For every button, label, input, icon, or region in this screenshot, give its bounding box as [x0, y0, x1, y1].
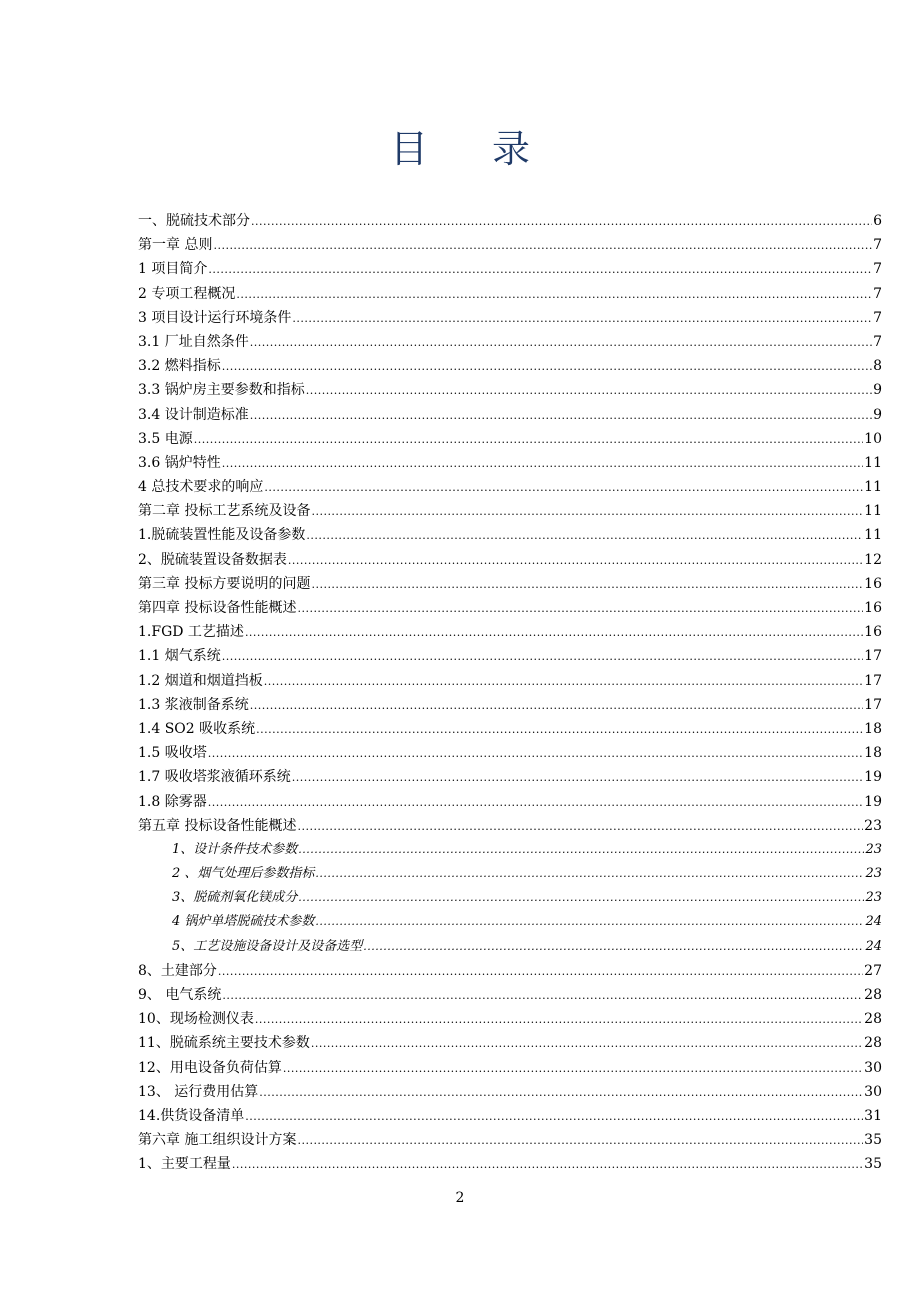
toc-entry-page: 17 [864, 672, 882, 689]
toc-entry-page: 11 [864, 503, 882, 520]
toc-entry[interactable] [138, 741, 882, 765]
toc-leader-dots [250, 694, 863, 718]
toc-entry-label: 3.3 锅炉房主要参数和指标 [138, 382, 305, 399]
toc-entry-label: 第六章 施工组织设计方案 [138, 1132, 297, 1149]
toc-entry[interactable] [138, 620, 882, 644]
toc-entry-label: 9、 电气系统 [138, 987, 222, 1003]
toc-entry-page: 11 [864, 479, 882, 496]
toc-entry[interactable] [138, 548, 882, 572]
toc-entry[interactable] [138, 1007, 882, 1031]
toc-leader-dots [213, 234, 872, 258]
toc-entry-page: 24 [865, 914, 882, 930]
table-of-contents [138, 209, 882, 1177]
toc-entry[interactable] [138, 596, 882, 620]
toc-leader-dots [218, 960, 863, 984]
toc-leader-dots [255, 1008, 863, 1032]
toc-entry-label: 第五章 投标设备性能概述 [138, 817, 297, 834]
toc-entry[interactable] [138, 886, 882, 910]
toc-leader-dots [245, 1105, 863, 1129]
toc-entry[interactable] [138, 233, 882, 257]
toc-leader-dots [208, 258, 872, 282]
toc-entry[interactable] [138, 765, 882, 789]
toc-entry-page: 23 [865, 841, 882, 857]
toc-entry[interactable] [138, 935, 882, 959]
toc-leader-dots [208, 791, 863, 815]
toc-entry[interactable] [138, 523, 882, 547]
toc-entry-label: 1.FGD 工艺描述 [138, 624, 244, 641]
toc-entry-page: 9 [873, 382, 882, 399]
toc-leader-dots [315, 910, 864, 934]
toc-entry[interactable] [138, 403, 882, 427]
toc-leader-dots [259, 1081, 863, 1105]
toc-entry-page: 24 [865, 938, 882, 954]
toc-entry-page: 28 [864, 987, 882, 1003]
toc-entry-label: 2、脱硫装置设备数据表 [138, 551, 287, 568]
toc-entry-label: 1.2 烟道和烟道挡板 [138, 672, 263, 689]
toc-leader-dots [292, 307, 872, 331]
toc-entry-page: 19 [864, 793, 882, 810]
toc-entry-label: 第二章 投标工艺系统及设备 [138, 503, 311, 520]
toc-entry-label: 2 、烟气处理后参数指标 [172, 866, 315, 882]
toc-leader-dots [298, 886, 864, 910]
toc-leader-dots [251, 210, 872, 234]
toc-leader-dots [297, 1129, 863, 1153]
toc-leader-dots [222, 355, 872, 379]
toc-entry-page: 7 [873, 309, 882, 326]
toc-entry-label: 1.1 烟气系统 [138, 648, 221, 665]
toc-entry-label: 1.4 SO2 吸收系统 [138, 720, 256, 737]
toc-entry-label: 12、用电设备负荷估算 [138, 1059, 282, 1076]
toc-leader-dots [232, 1153, 863, 1177]
toc-entry[interactable] [138, 257, 882, 281]
toc-entry[interactable] [138, 1056, 882, 1080]
toc-leader-dots [250, 331, 872, 355]
toc-entry-page: 11 [864, 454, 882, 471]
toc-entry[interactable] [138, 959, 882, 983]
toc-entry-label: 第四章 投标设备性能概述 [138, 600, 297, 616]
toc-entry-page: 7 [873, 333, 882, 350]
toc-entry-page: 9 [873, 406, 882, 423]
toc-entry[interactable] [138, 1104, 882, 1128]
toc-leader-dots [298, 838, 864, 862]
toc-entry-page: 23 [864, 817, 882, 834]
toc-entry-label: 1、主要工程量 [138, 1156, 231, 1173]
toc-entry-label: 10、现场检测仪表 [138, 1011, 254, 1028]
toc-leader-dots [256, 718, 863, 742]
toc-leader-dots [222, 645, 863, 669]
toc-entry-label: 3 项目设计运行环境条件 [138, 309, 292, 326]
toc-leader-dots [250, 404, 872, 428]
toc-entry-label: 3.2 燃料指标 [138, 358, 221, 375]
toc-entry[interactable] [138, 983, 882, 1007]
toc-entry-label: 4 锅炉单塔脱硫技术参数 [172, 914, 315, 930]
toc-leader-dots [297, 597, 863, 621]
toc-entry-page: 27 [864, 962, 882, 979]
toc-entry-page: 7 [873, 261, 882, 278]
toc-entry[interactable] [138, 910, 882, 934]
toc-entry-page: 17 [864, 696, 882, 713]
toc-leader-dots [288, 549, 863, 573]
toc-entry-label: 1 项目简介 [138, 261, 208, 278]
toc-entry-page: 28 [864, 1011, 882, 1028]
toc-leader-dots [306, 379, 872, 403]
toc-entry-label: 13、 运行费用估算 [138, 1083, 259, 1100]
toc-leader-dots [236, 283, 872, 307]
toc-entry-label: 14.供货设备清单 [138, 1107, 245, 1124]
toc-entry[interactable] [138, 572, 882, 596]
toc-entry[interactable] [138, 644, 882, 668]
toc-entry-page: 35 [864, 1132, 882, 1149]
toc-entry[interactable] [138, 354, 882, 378]
toc-entry-page: 12 [864, 551, 882, 568]
toc-entry-label: 3.4 设计制造标准 [138, 406, 249, 423]
toc-entry-page: 28 [864, 1035, 882, 1052]
toc-entry-page: 35 [864, 1156, 882, 1173]
toc-entry-page: 19 [864, 769, 882, 786]
toc-entry[interactable] [138, 306, 882, 330]
toc-entry[interactable] [138, 1152, 882, 1176]
toc-entry[interactable] [138, 209, 882, 233]
toc-entry-page: 16 [864, 575, 882, 592]
toc-entry-label: 3、脱硫剂氧化镁成分 [172, 890, 298, 906]
toc-leader-dots [264, 476, 863, 500]
toc-entry[interactable] [138, 717, 882, 741]
toc-entry[interactable] [138, 282, 882, 306]
toc-entry-label: 8、土建部分 [138, 962, 217, 979]
toc-entry[interactable] [138, 378, 882, 402]
toc-entry-label: 1、设计条件技术参数 [172, 841, 298, 857]
toc-entry-label: 3.6 锅炉特性 [138, 454, 221, 471]
toc-entry-label: 第三章 投标方要说明的问题 [138, 575, 311, 592]
toc-entry-page: 17 [864, 648, 882, 665]
toc-entry[interactable] [138, 1080, 882, 1104]
toc-entry[interactable] [138, 1031, 882, 1055]
toc-entry-page: 23 [865, 890, 882, 906]
toc-entry[interactable] [138, 451, 882, 475]
toc-entry-page: 16 [864, 600, 882, 616]
toc-entry[interactable] [138, 330, 882, 354]
toc-entry-label: 1.3 浆液制备系统 [138, 696, 249, 713]
toc-entry-label: 1.7 吸收塔浆液循环系统 [138, 769, 291, 786]
toc-leader-dots [363, 935, 864, 959]
toc-entry-page: 7 [873, 237, 882, 254]
toc-leader-dots [311, 500, 863, 524]
toc-entry[interactable] [138, 838, 882, 862]
toc-entry[interactable] [138, 669, 882, 693]
toc-entry-page: 16 [864, 624, 882, 641]
toc-entry-page: 31 [864, 1107, 882, 1124]
toc-entry-label: 3.1 厂址自然条件 [138, 333, 249, 350]
toc-leader-dots [311, 573, 863, 597]
toc-leader-dots [245, 621, 863, 645]
toc-entry-label: 3.5 电源 [138, 430, 193, 447]
toc-entry-page: 30 [864, 1083, 882, 1100]
toc-leader-dots [283, 1057, 863, 1081]
toc-entry-page: 6 [873, 213, 882, 229]
toc-leader-dots [315, 862, 864, 886]
page-number: 2 [455, 1190, 465, 1206]
toc-entry[interactable] [138, 693, 882, 717]
toc-entry[interactable] [138, 814, 882, 838]
toc-leader-dots [222, 452, 863, 476]
toc-leader-dots [264, 670, 863, 694]
toc-entry-label: 第一章 总则 [138, 237, 213, 254]
toc-entry-label: 1.8 除雾器 [138, 793, 207, 810]
toc-leader-dots [292, 766, 863, 790]
toc-entry[interactable] [138, 427, 882, 451]
toc-entry-label: 5、工艺设施设备设计及设备选型 [172, 938, 363, 954]
toc-entry-label: 1.5 吸收塔 [138, 745, 207, 762]
toc-entry-label: 一、脱硫技术部分 [138, 213, 250, 229]
toc-entry[interactable] [138, 862, 882, 886]
toc-entry-page: 10 [864, 430, 882, 447]
toc-leader-dots [222, 984, 863, 1008]
toc-entry-label: 1.脱硫装置性能及设备参数 [138, 527, 306, 544]
toc-entry-page: 23 [865, 866, 882, 882]
toc-entry-page: 30 [864, 1059, 882, 1076]
toc-entry-label: 2 专项工程概况 [138, 285, 236, 302]
toc-entry-page: 8 [873, 358, 882, 375]
toc-leader-dots [306, 524, 863, 548]
toc-entry[interactable] [138, 1128, 882, 1152]
page-title: 目 录 [389, 127, 557, 171]
toc-entry-page: 18 [864, 720, 882, 737]
toc-entry-page: 7 [873, 285, 882, 302]
toc-entry[interactable] [138, 790, 882, 814]
toc-entry-label: 11、脱硫系统主要技术参数 [138, 1035, 310, 1052]
toc-leader-dots [208, 742, 863, 766]
toc-leader-dots [194, 428, 863, 452]
toc-entry[interactable] [138, 475, 882, 499]
toc-entry[interactable] [138, 499, 882, 523]
toc-entry-label: 4 总技术要求的响应 [138, 479, 264, 496]
toc-leader-dots [311, 1032, 863, 1056]
toc-entry-page: 18 [864, 745, 882, 762]
toc-entry-page: 11 [864, 527, 882, 544]
toc-leader-dots [297, 815, 863, 839]
